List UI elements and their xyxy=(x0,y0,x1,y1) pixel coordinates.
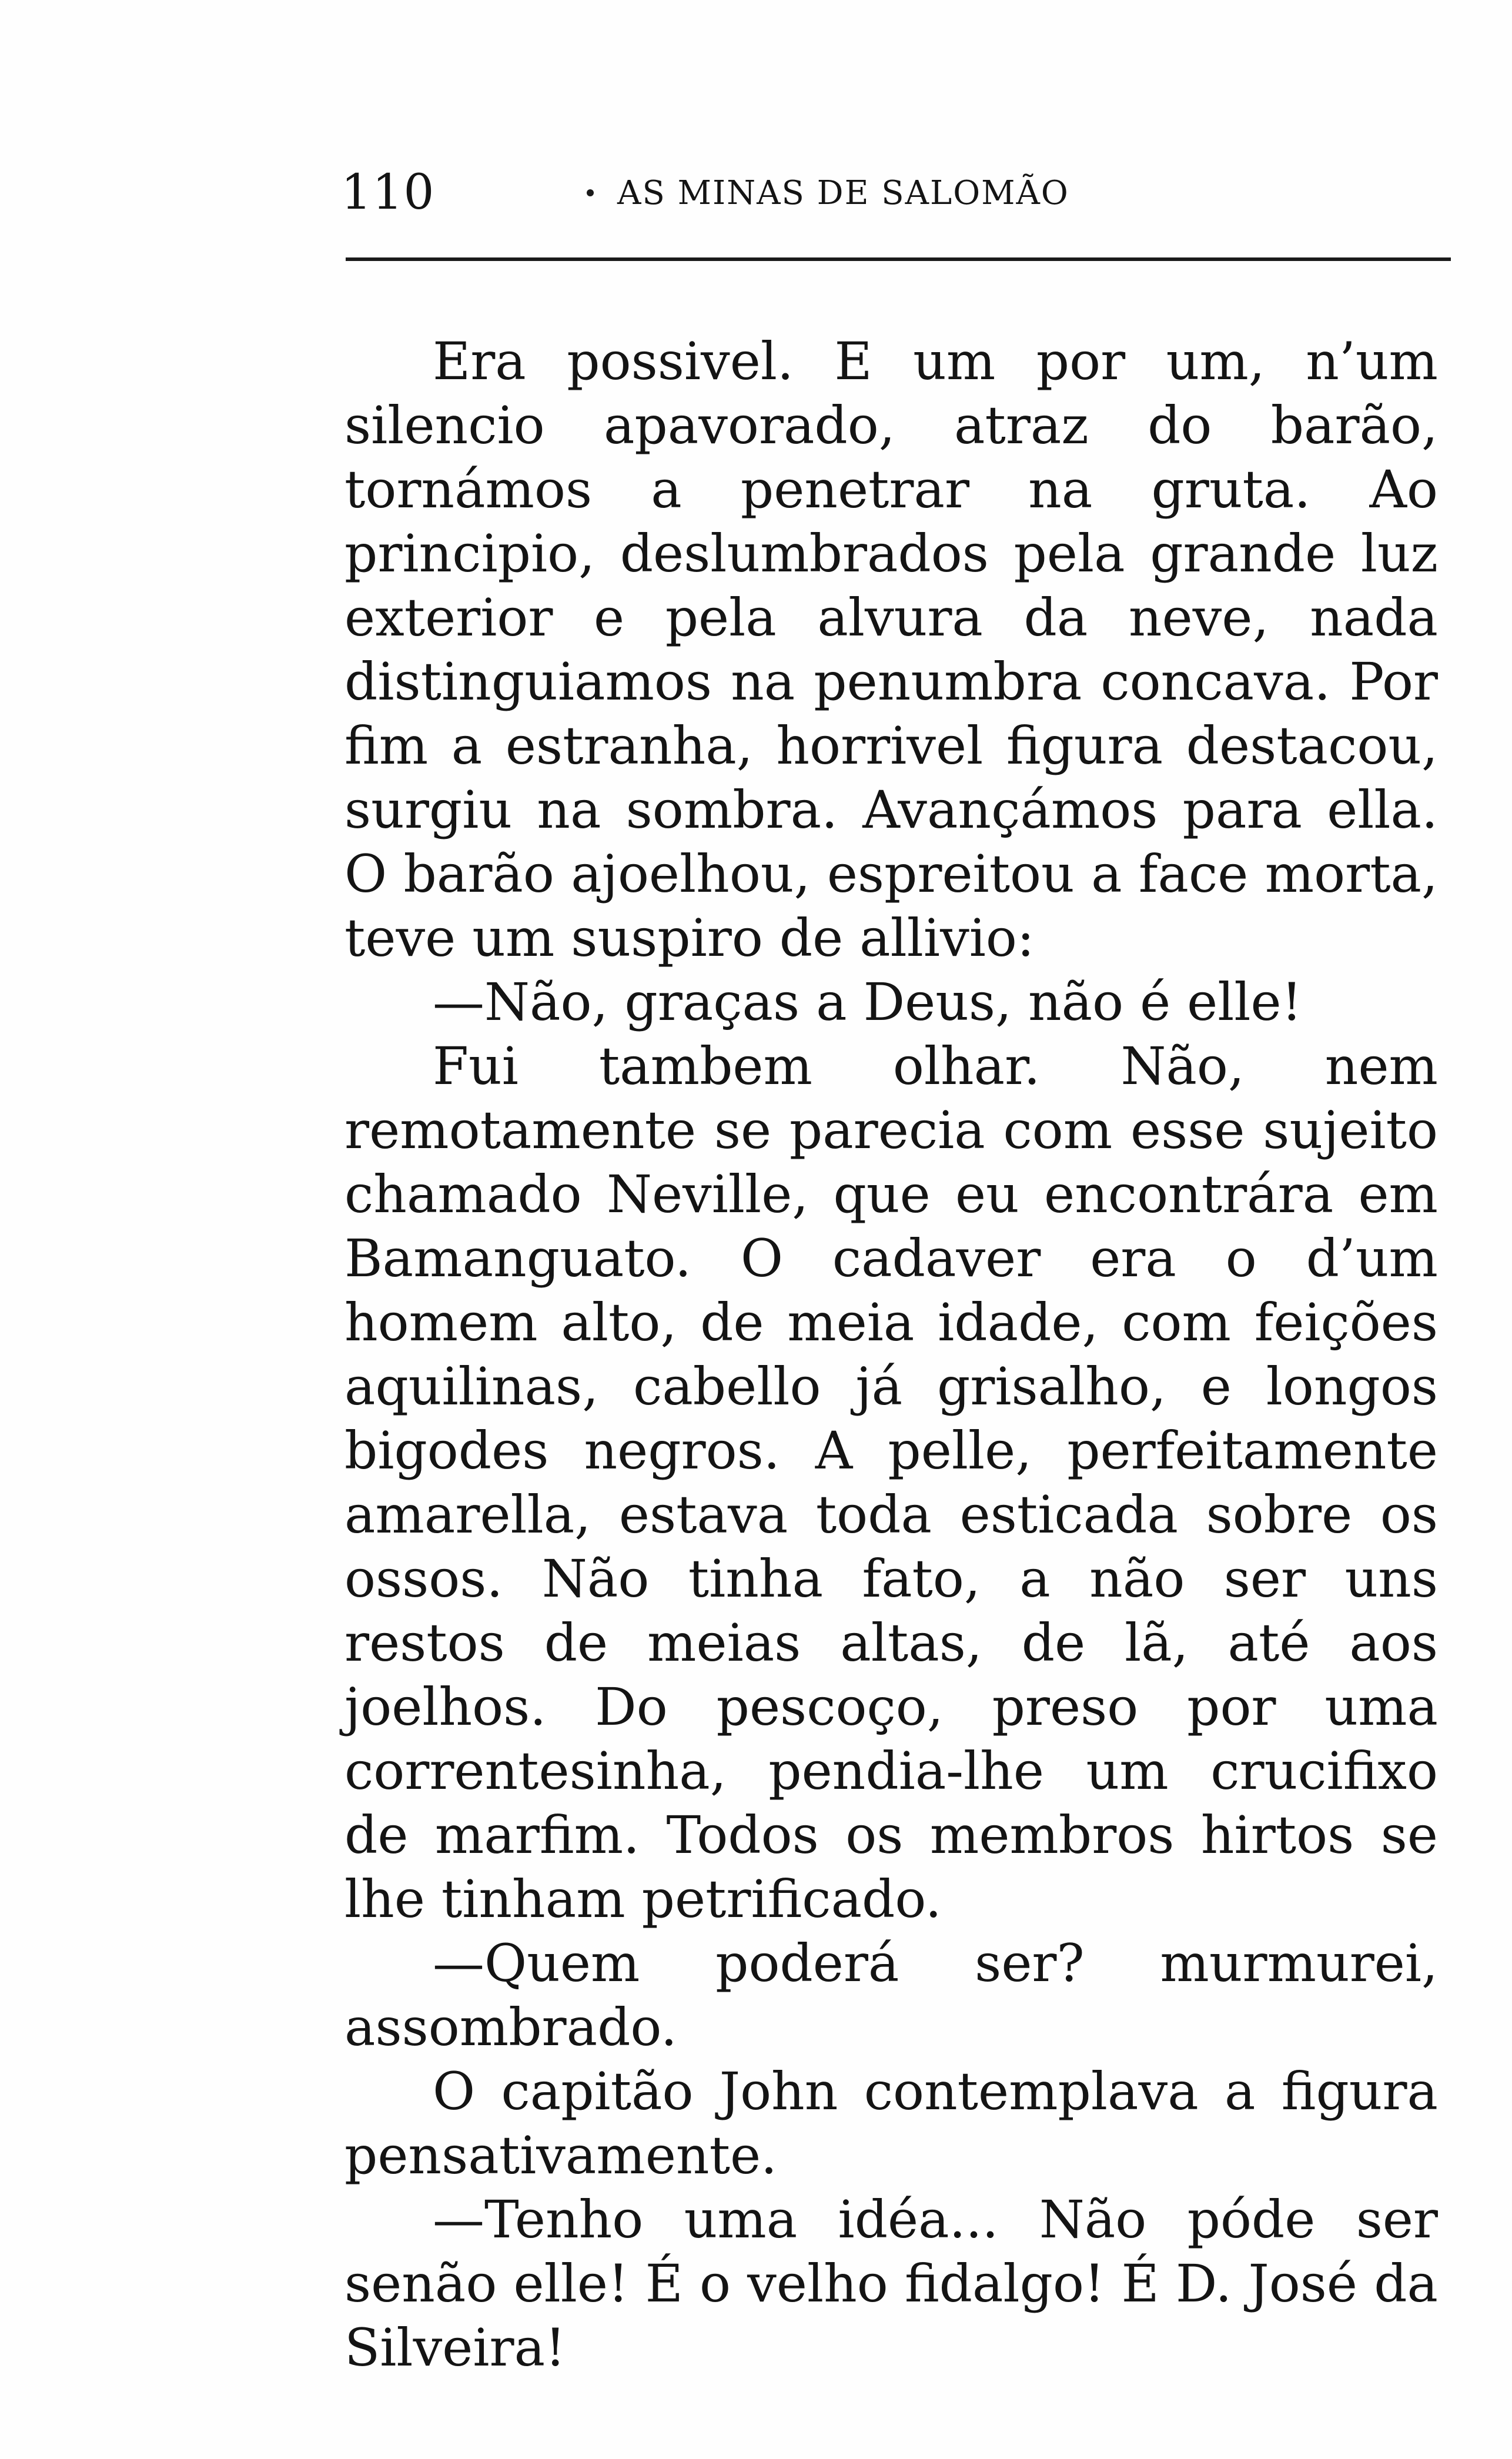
paragraph-3: Fui tambem olhar. Não, nem remotamente se parecia com esse sujeito chamado Neville, que eu encontrára em Bamanguato. O cadaver era o d’um homem alto, de meia idade, com feições aquilinas, cabello já grisalho, e longos bigodes negros. A pelle, perfeitamente amarella, estava toda esticada sobre os ossos. Não tinha fato, a não ser uns restos de meias altas, de lã, até aos joelhos. Do pescoço, preso por uma correntesinha, pendia-lhe um crucifixo de marfim. Todos os membros hirtos se lhe tinham petrificado. xyxy=(344,1036,1438,1929)
header-separator-dot xyxy=(587,189,594,196)
page-header xyxy=(341,154,1452,219)
running-title: AS MINAS DE SALOMÃO xyxy=(617,174,1069,212)
paragraph-5: O capitão John contemplava a figura pensativamente. xyxy=(344,2061,1438,2186)
body-text xyxy=(344,329,1438,2380)
header-rule xyxy=(346,257,1451,261)
paragraph-1: Era possivel. E um por um, n’um silencio apavorado, atraz do barão, tornámos a penetrar na gruta. Ao principio, deslumbrados pela grande luz exterior e pela alvura da neve, nada distinguiamos na penumbra concava. Por fim a estranha, horrivel figura destacou, surgiu na sombra. Avançámos para ella. O barão ajoelhou, espreitou a face morta, teve um suspiro de allivio: xyxy=(344,331,1438,968)
paragraph-2: —Não, graças a Deus, não é elle! xyxy=(433,972,1302,1032)
paragraph-4: —Quem poderá ser? murmurei, assombrado. xyxy=(344,1933,1438,2057)
page-number: 110 xyxy=(341,165,435,220)
paragraph-6: —Tenho uma idéa... Não póde ser senão elle! É o velho fidalgo! É D. José da Silveira! xyxy=(344,2189,1438,2378)
